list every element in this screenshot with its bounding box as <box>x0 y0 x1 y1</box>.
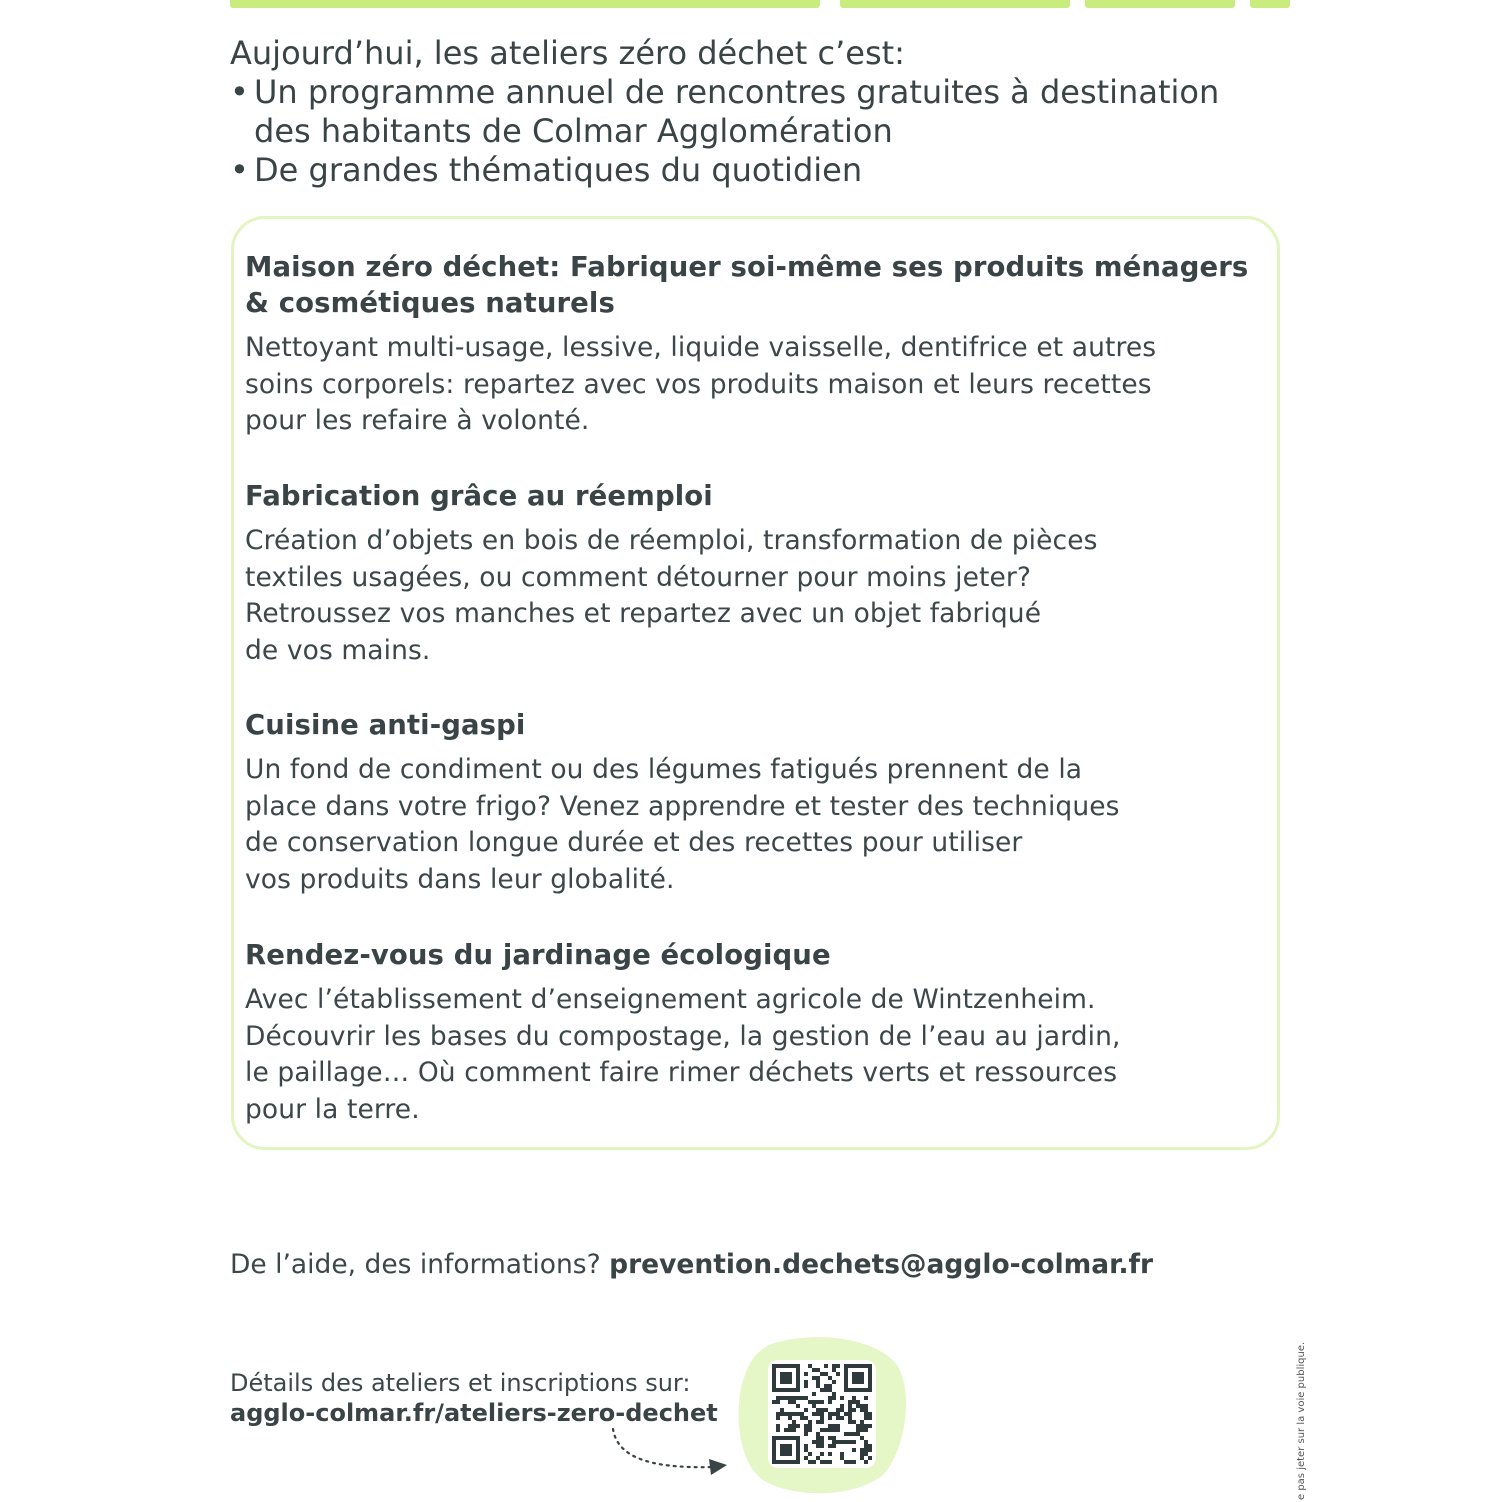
contact-email-link[interactable]: prevention.dechets@agglo-colmar.fr <box>609 1249 1154 1280</box>
registration-label: Détails des ateliers et inscriptions sur: <box>230 1369 691 1397</box>
dotted-arrow-icon <box>605 1425 745 1485</box>
intro-bullet: • Un programme annuel de rencontres gratuites à destination des habitants de Colmar Agglomération <box>230 73 1290 151</box>
workshop-title: Rendez-vous du jardinage écologique <box>245 939 831 971</box>
workshop-reemploi <box>245 478 1285 670</box>
workshop-description: Création d’objets en bois de réemploi, transformation de pièces textiles usagées, ou comment détourner pour moins jeter? Retroussez vos manches et repartez avec un objet fabriqué de vos mains. <box>245 525 1098 667</box>
workshop-jardinage-ecologique <box>245 937 1285 1129</box>
intro-heading: Aujourd’hui, les ateliers zéro déchet c’est: <box>230 34 905 72</box>
intro-section <box>230 34 1290 190</box>
workshop-cuisine-anti-gaspi <box>245 707 1285 899</box>
registration-url-link[interactable]: agglo-colmar.fr/ateliers-zero-dechet <box>230 1399 718 1427</box>
workshop-title: Maison zéro déchet: Fabriquer soi-même ses produits ménagers & cosmétiques naturels <box>245 251 1249 319</box>
registration-details <box>230 1368 718 1428</box>
qr-code[interactable] <box>768 1360 876 1468</box>
contact-line <box>230 1247 1153 1283</box>
workshop-title: Cuisine anti-gaspi <box>245 709 526 741</box>
legal-notice <box>1296 1290 1310 1500</box>
top-banner-edge <box>230 0 1290 8</box>
contact-question: De l’aide, des informations? <box>230 1249 601 1280</box>
workshop-description: Avec l’établissement d’enseignement agricole de Wintzenheim. Découvrir les bases du compostage, la gestion de l’eau au jardin, le paillage… Où comment faire rimer déchets verts et ressources pour la terre. <box>245 984 1121 1126</box>
intro-bullet-list <box>230 73 1290 190</box>
workshop-description: Nettoyant multi-usage, lessive, liquide vaisselle, dentifrice et autres soins corporels: repartez avec vos produits maison et leurs recettes pour les refaire à volonté. <box>245 332 1157 437</box>
qr-code-icon <box>772 1364 872 1464</box>
workshop-title: Fabrication grâce au réemploi <box>245 480 713 512</box>
legal-notice-text: e pas jeter sur la voie publique. <box>1296 1341 1307 1500</box>
intro-bullet: • De grandes thématiques du quotidien <box>230 151 1290 190</box>
workshop-maison-zero-dechet <box>245 249 1285 440</box>
workshop-description: Un fond de condiment ou des légumes fatigués prennent de la place dans votre frigo? Venez apprendre et tester des techniques de conservation longue durée et des recettes pour utiliser vos produits dans leur globalité. <box>245 754 1120 896</box>
